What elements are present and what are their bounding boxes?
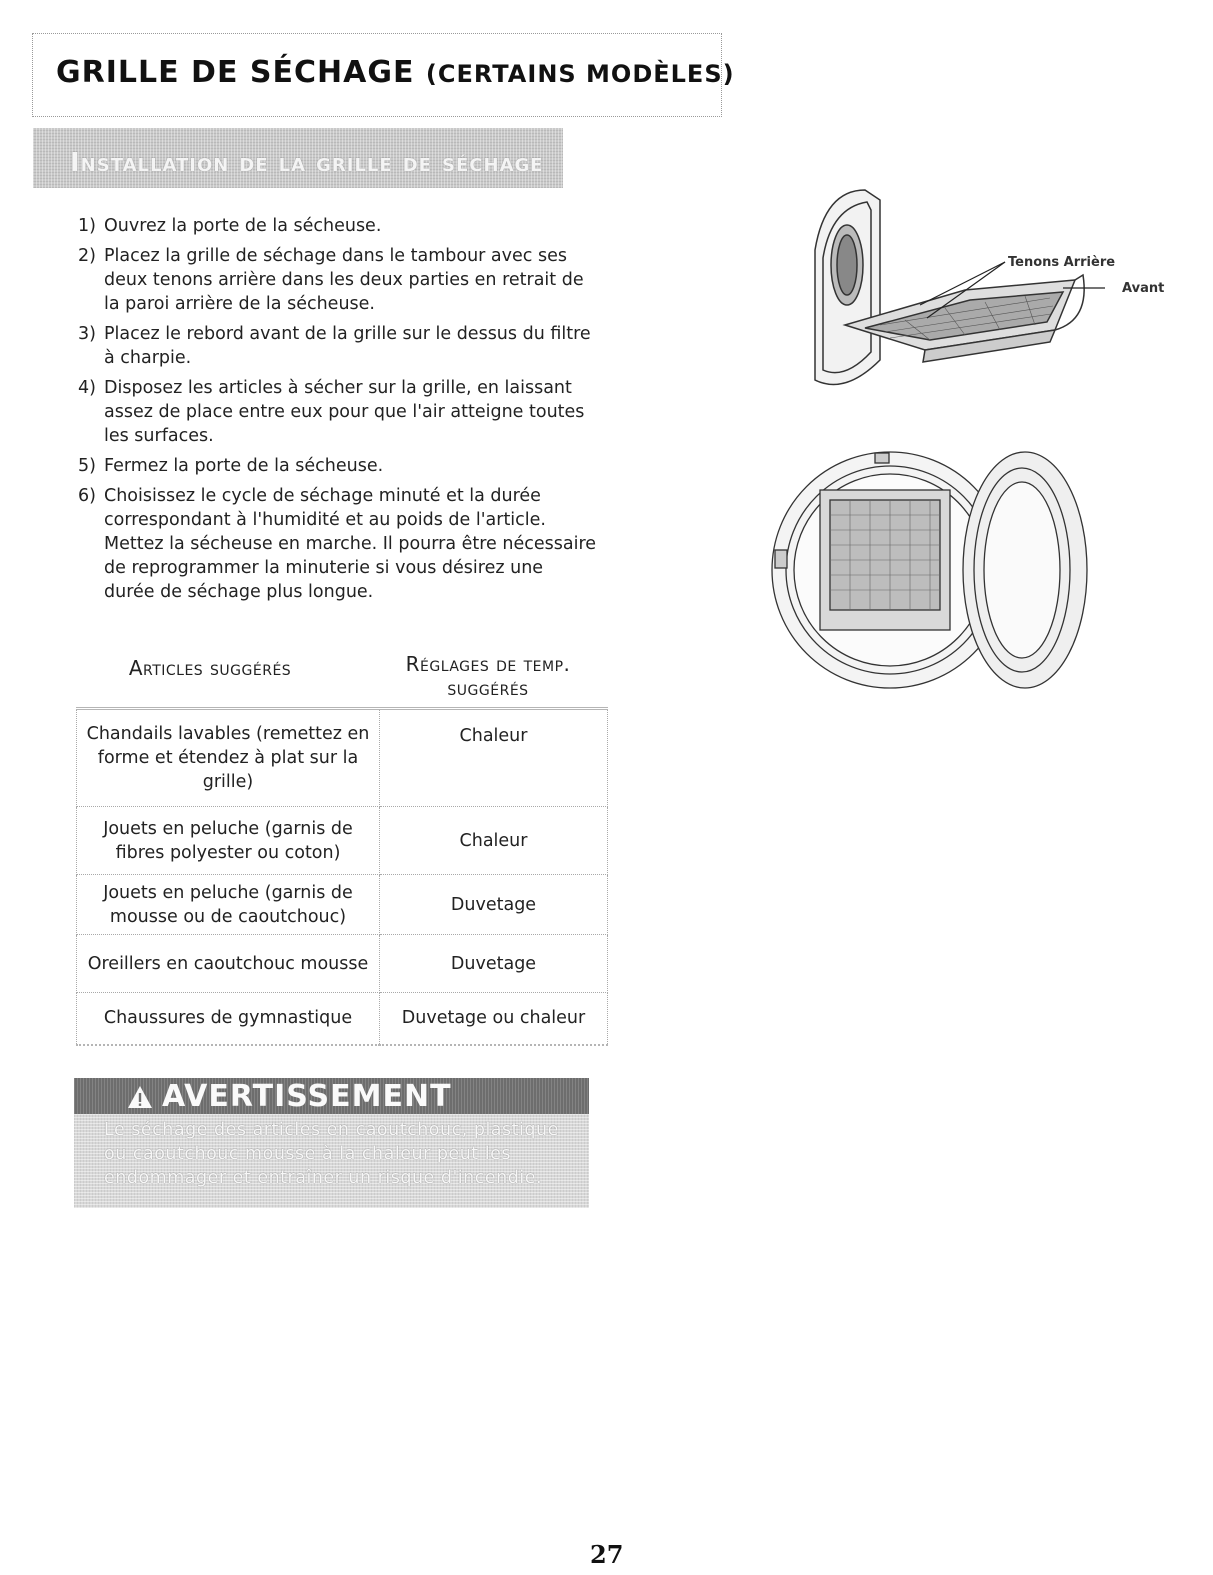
step-number: 5) bbox=[78, 456, 96, 476]
page-title-main: GRILLE DE SÉCHAGE bbox=[56, 55, 415, 90]
section-title: Installation de la grille de séchage bbox=[70, 148, 544, 178]
dryer-rack-side-illustration bbox=[805, 180, 1105, 410]
table-row bbox=[77, 875, 608, 935]
page-number: 27 bbox=[590, 1540, 624, 1569]
table-cell-setting: Chaleur bbox=[380, 807, 608, 875]
table-cell-setting: Duvetage ou chaleur bbox=[380, 993, 608, 1045]
installation-steps bbox=[78, 214, 598, 610]
table-header-settings: Réglages de temp. suggérés bbox=[405, 652, 571, 700]
step-number: 6) bbox=[78, 486, 96, 506]
step-text: Placez la grille de séchage dans le tambour avec ses deux tenons arrière dans les deux parties en retrait de la paroi arrière de la sécheuse. bbox=[104, 246, 584, 314]
step-item bbox=[78, 214, 598, 238]
step-number: 4) bbox=[78, 378, 96, 398]
page-title bbox=[56, 55, 735, 90]
step-text: Fermez la porte de la sécheuse. bbox=[104, 456, 384, 476]
table-row bbox=[77, 935, 608, 993]
page-title-sub: (CERTAINS MODÈLES) bbox=[425, 60, 735, 88]
step-number: 2) bbox=[78, 246, 96, 266]
step-text: Placez le rebord avant de la grille sur le dessus du filtre à charpie. bbox=[104, 324, 591, 368]
table-cell-article: Oreillers en caoutchouc mousse bbox=[77, 935, 380, 993]
dryer-front-illustration bbox=[760, 445, 1100, 695]
table-cell-setting: Duvetage bbox=[380, 935, 608, 993]
table-cell-setting: Chaleur bbox=[380, 709, 608, 807]
label-rear-tenons: Tenons Arrière bbox=[1008, 255, 1116, 270]
step-item bbox=[78, 484, 598, 604]
table-header-articles: Articles suggérés bbox=[128, 656, 292, 680]
label-front: Avant bbox=[1122, 281, 1165, 296]
step-text: Choisissez le cycle de séchage minuté et la durée correspondant à l'humidité et au poids de l'article. Mettez la sécheuse en marche. Il pourra être nécessaire de reprogrammer la minuterie si vous désirez une durée de séchage plus longue. bbox=[104, 486, 597, 602]
table-row bbox=[77, 993, 608, 1045]
table-cell-article: Jouets en peluche (garnis de fibres polyester ou coton) bbox=[77, 807, 380, 875]
step-text: Disposez les articles à sécher sur la grille, en laissant assez de place entre eux pour que l'air atteigne toutes les surfaces. bbox=[104, 378, 585, 446]
table-row bbox=[77, 807, 608, 875]
step-item bbox=[78, 244, 598, 316]
warning-text: Le séchage des articles en caoutchouc, plastique ou caoutchouc mousse à la chaleur peut les endommager et entraîner un risque d'incendie. bbox=[104, 1120, 559, 1188]
step-number: 1) bbox=[78, 216, 96, 236]
table-row bbox=[77, 709, 608, 807]
warning-title: AVERTISSEMENT bbox=[162, 1079, 452, 1114]
table-cell-article: Chaussures de gymnastique bbox=[77, 993, 380, 1045]
step-item bbox=[78, 454, 598, 478]
step-number: 3) bbox=[78, 324, 96, 344]
suggestions-table bbox=[76, 707, 608, 1046]
table-cell-article: Chandails lavables (remettez en forme et étendez à plat sur la grille) bbox=[77, 709, 380, 807]
table-cell-article: Jouets en peluche (garnis de mousse ou de caoutchouc) bbox=[77, 875, 380, 935]
step-item bbox=[78, 376, 598, 448]
step-text: Ouvrez la porte de la sécheuse. bbox=[104, 216, 382, 236]
table-cell-setting: Duvetage bbox=[380, 875, 608, 935]
step-item bbox=[78, 322, 598, 370]
